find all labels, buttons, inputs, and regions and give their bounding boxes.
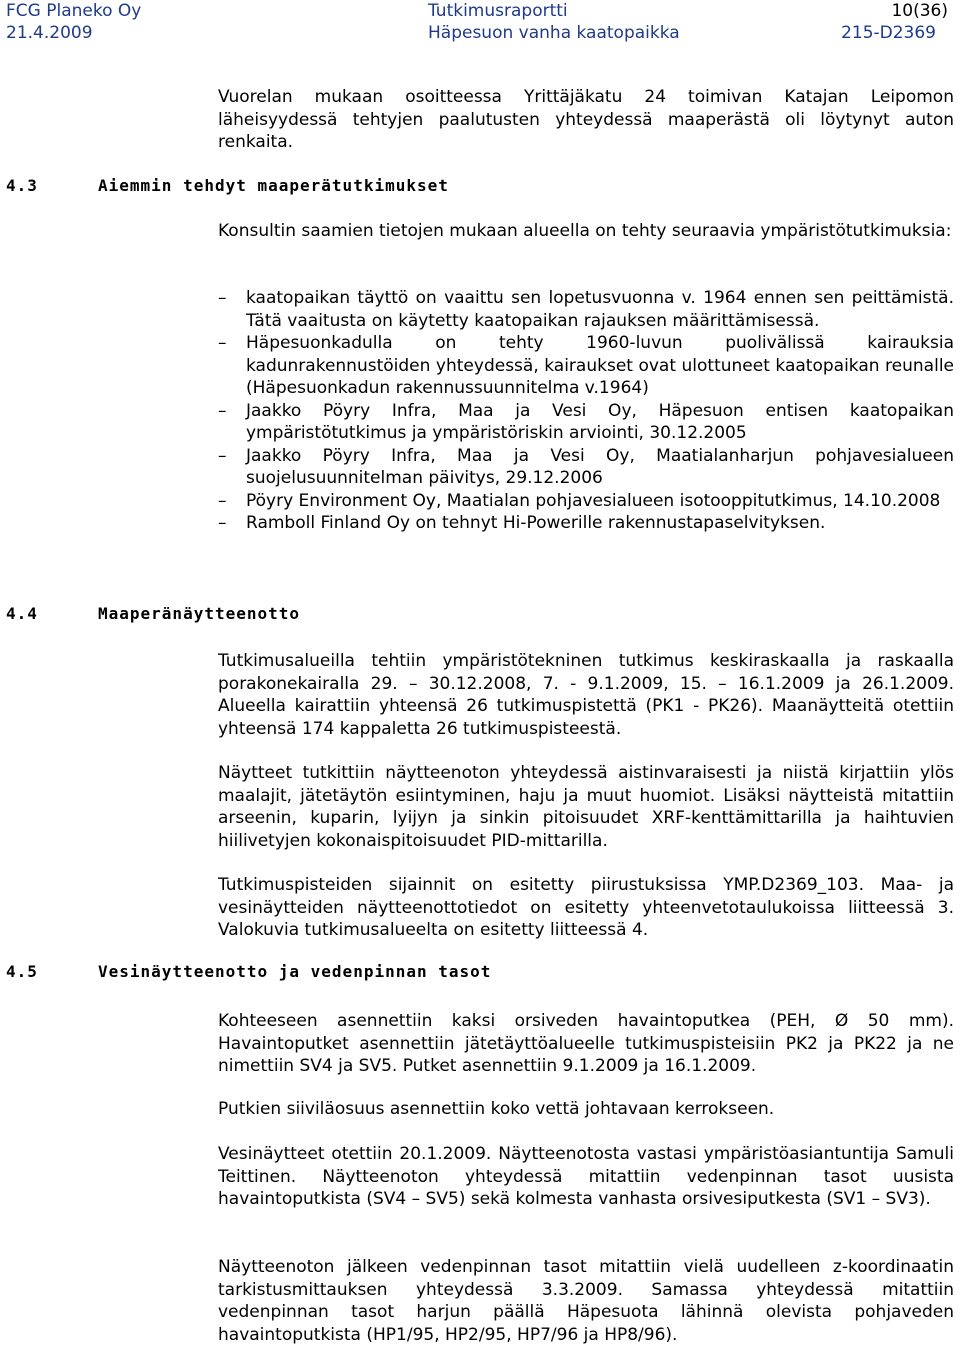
header-date: 21.4.2009 [6, 23, 93, 43]
header-doc-id: 215-D2369 [841, 23, 936, 43]
section-4-3-heading [6, 176, 449, 195]
list-item: – Pöyry Environment Oy, Maatialan pohjavesialueen isotooppitutkimus, 14.10.2008 [218, 490, 941, 511]
section-title: Maaperänäytteenotto [98, 604, 301, 623]
section-title: Aiemmin tehdyt maaperätutkimukset [98, 176, 449, 195]
previous-studies-list [218, 287, 954, 535]
section-4-4-heading [6, 604, 300, 623]
dash-bullet: – [218, 288, 227, 308]
header-site: Häpesuon vanha kaatopaikka [428, 23, 680, 43]
section-4-5-heading [6, 962, 491, 981]
section-4-4-paragraph-1: Tutkimusalueilla tehtiin ympäristötekninen tutkimus keskiraskaalla ja raskaalla porakonekairalla 29. – 30.12.2008, 7. - 9.1.2009, 15. – 16.1.2009 ja 26.1.2009. Alueella kairattiin yhteensä 26 tutkimuspistettä (PK1 - PK26). Maanäytteitä otettiin yhteensä 174 kappaletta 26 tutkimuspisteestä. [218, 651, 954, 739]
section-number: 4.4 [6, 604, 38, 623]
section-number: 4.3 [6, 176, 38, 195]
dash-bullet: – [218, 490, 227, 511]
list-item: – Jaakko Pöyry Infra, Maa ja Vesi Oy, Maatialanharjun pohjavesialueen suojelusuunnitelman päivitys, 29.12.2006 [218, 445, 954, 488]
list-item: – Jaakko Pöyry Infra, Maa ja Vesi Oy, Häpesuon entisen kaatopaikan ympäristötutkimus ja ympäristöriskin arviointi, 30.12.2005 [218, 400, 954, 443]
section-4-4-paragraph-2: Näytteet tutkittiin näytteenoton yhteydessä aistinvaraisesti ja niistä kirjattiin ylös maalajit, jätetäytön esiintyminen, haju ja muut huomiot. Lisäksi näytteistä mitattiin arseenin, kuparin, lyijyn ja sinkin pitoisuudet XRF-kenttämittarilla ja haihtuvien hiilivetyjen kokonaispitoisuudet PID-mittarilla. [218, 763, 954, 851]
header-company: FCG Planeko Oy [6, 1, 142, 21]
section-4-5-paragraph-3: Vesinäytteet otettiin 20.1.2009. Näytteenotosta vastasi ympäristöasiantuntija Samuli Teittinen. Näytteenoton yhteydessä mitattiin vedenpinnan tasot uusista havaintoputkista (SV4 – SV5) sekä kolmesta vanhasta orsivesiputkesta (SV1 – SV3). [218, 1144, 954, 1209]
section-4-5-paragraph-4: Näytteenoton jälkeen vedenpinnan tasot mitattiin vielä uudelleen z-koordinaatin tarkistusmittauksen yhteydessä 3.3.2009. Samassa yhteydessä mitattiin vedenpinnan tasot harjun päällä Häpesuota lähinnä olevista pohjaveden havaintoputkista (HP1/95, HP2/95, HP7/96 ja HP8/96). [218, 1257, 954, 1345]
section-4-5-paragraph-1: Kohteeseen asennettiin kaksi orsiveden havaintoputkea (PEH, Ø 50 mm). Havaintoputket asennettiin jätetäyttöalueelle tutkimuspisteisiin PK2 ja PK22 ja ne nimettiin SV4 ja SV5. Putket asennettiin 9.1.2009 ja 16.1.2009. [218, 1011, 954, 1076]
list-item: – kaatopaikan täyttö on vaaittu sen lopetusvuonna v. 1964 ennen sen peittämistä. Tätä vaaitusta on käytetty kaatopaikan rajauksen määrittämisessä. [218, 288, 954, 331]
page-header [0, 0, 960, 44]
section-title: Vesinäytteenotto ja vedenpinnan tasot [98, 962, 492, 981]
section-4-5-paragraph-2: Putkien siiviläosuus asennettiin koko vettä johtavaan kerrokseen. [218, 1099, 775, 1119]
section-number: 4.5 [6, 962, 38, 981]
header-page-number: 10(36) [891, 1, 948, 21]
section-4-3-intro: Konsultin saamien tietojen mukaan alueella on tehty seuraavia ympäristötutkimuksia: [218, 221, 952, 241]
header-report-type: Tutkimusraportti [428, 1, 568, 21]
dash-bullet: – [218, 333, 227, 353]
list-item: – Ramboll Finland Oy on tehnyt Hi-Powerille rakennustapaselvityksen. [218, 513, 826, 533]
intro-paragraph: Vuorelan mukaan osoitteessa Yrittäjäkatu 24 toimivan Katajan Leipomon läheisyydessä tehtyjen paalutusten yhteydessä maaperästä oli löytynyt auton renkaita. [218, 87, 954, 152]
list-item: – Häpesuonkadulla on tehty 1960-luvun puolivälissä kairauksia kadunrakennustöiden yhteydessä, kairaukset ovat ulottuneet kaatopaikan reunalle (Häpesuonkadun rakennussuunnitelma v.1964) [218, 333, 954, 398]
dash-bullet: – [218, 400, 227, 421]
section-4-4-paragraph-3: Tutkimuspisteiden sijainnit on esitetty piirustuksissa YMP.D2369_103. Maa- ja vesinäytteiden näytteenottotiedot on esitetty yhteenvetotaulukoissa liitteessä 3. Valokuvia tutkimusalueelta on esitetty liitteessä 4. [218, 875, 954, 940]
dash-bullet: – [218, 445, 227, 466]
dash-bullet: – [218, 513, 227, 533]
